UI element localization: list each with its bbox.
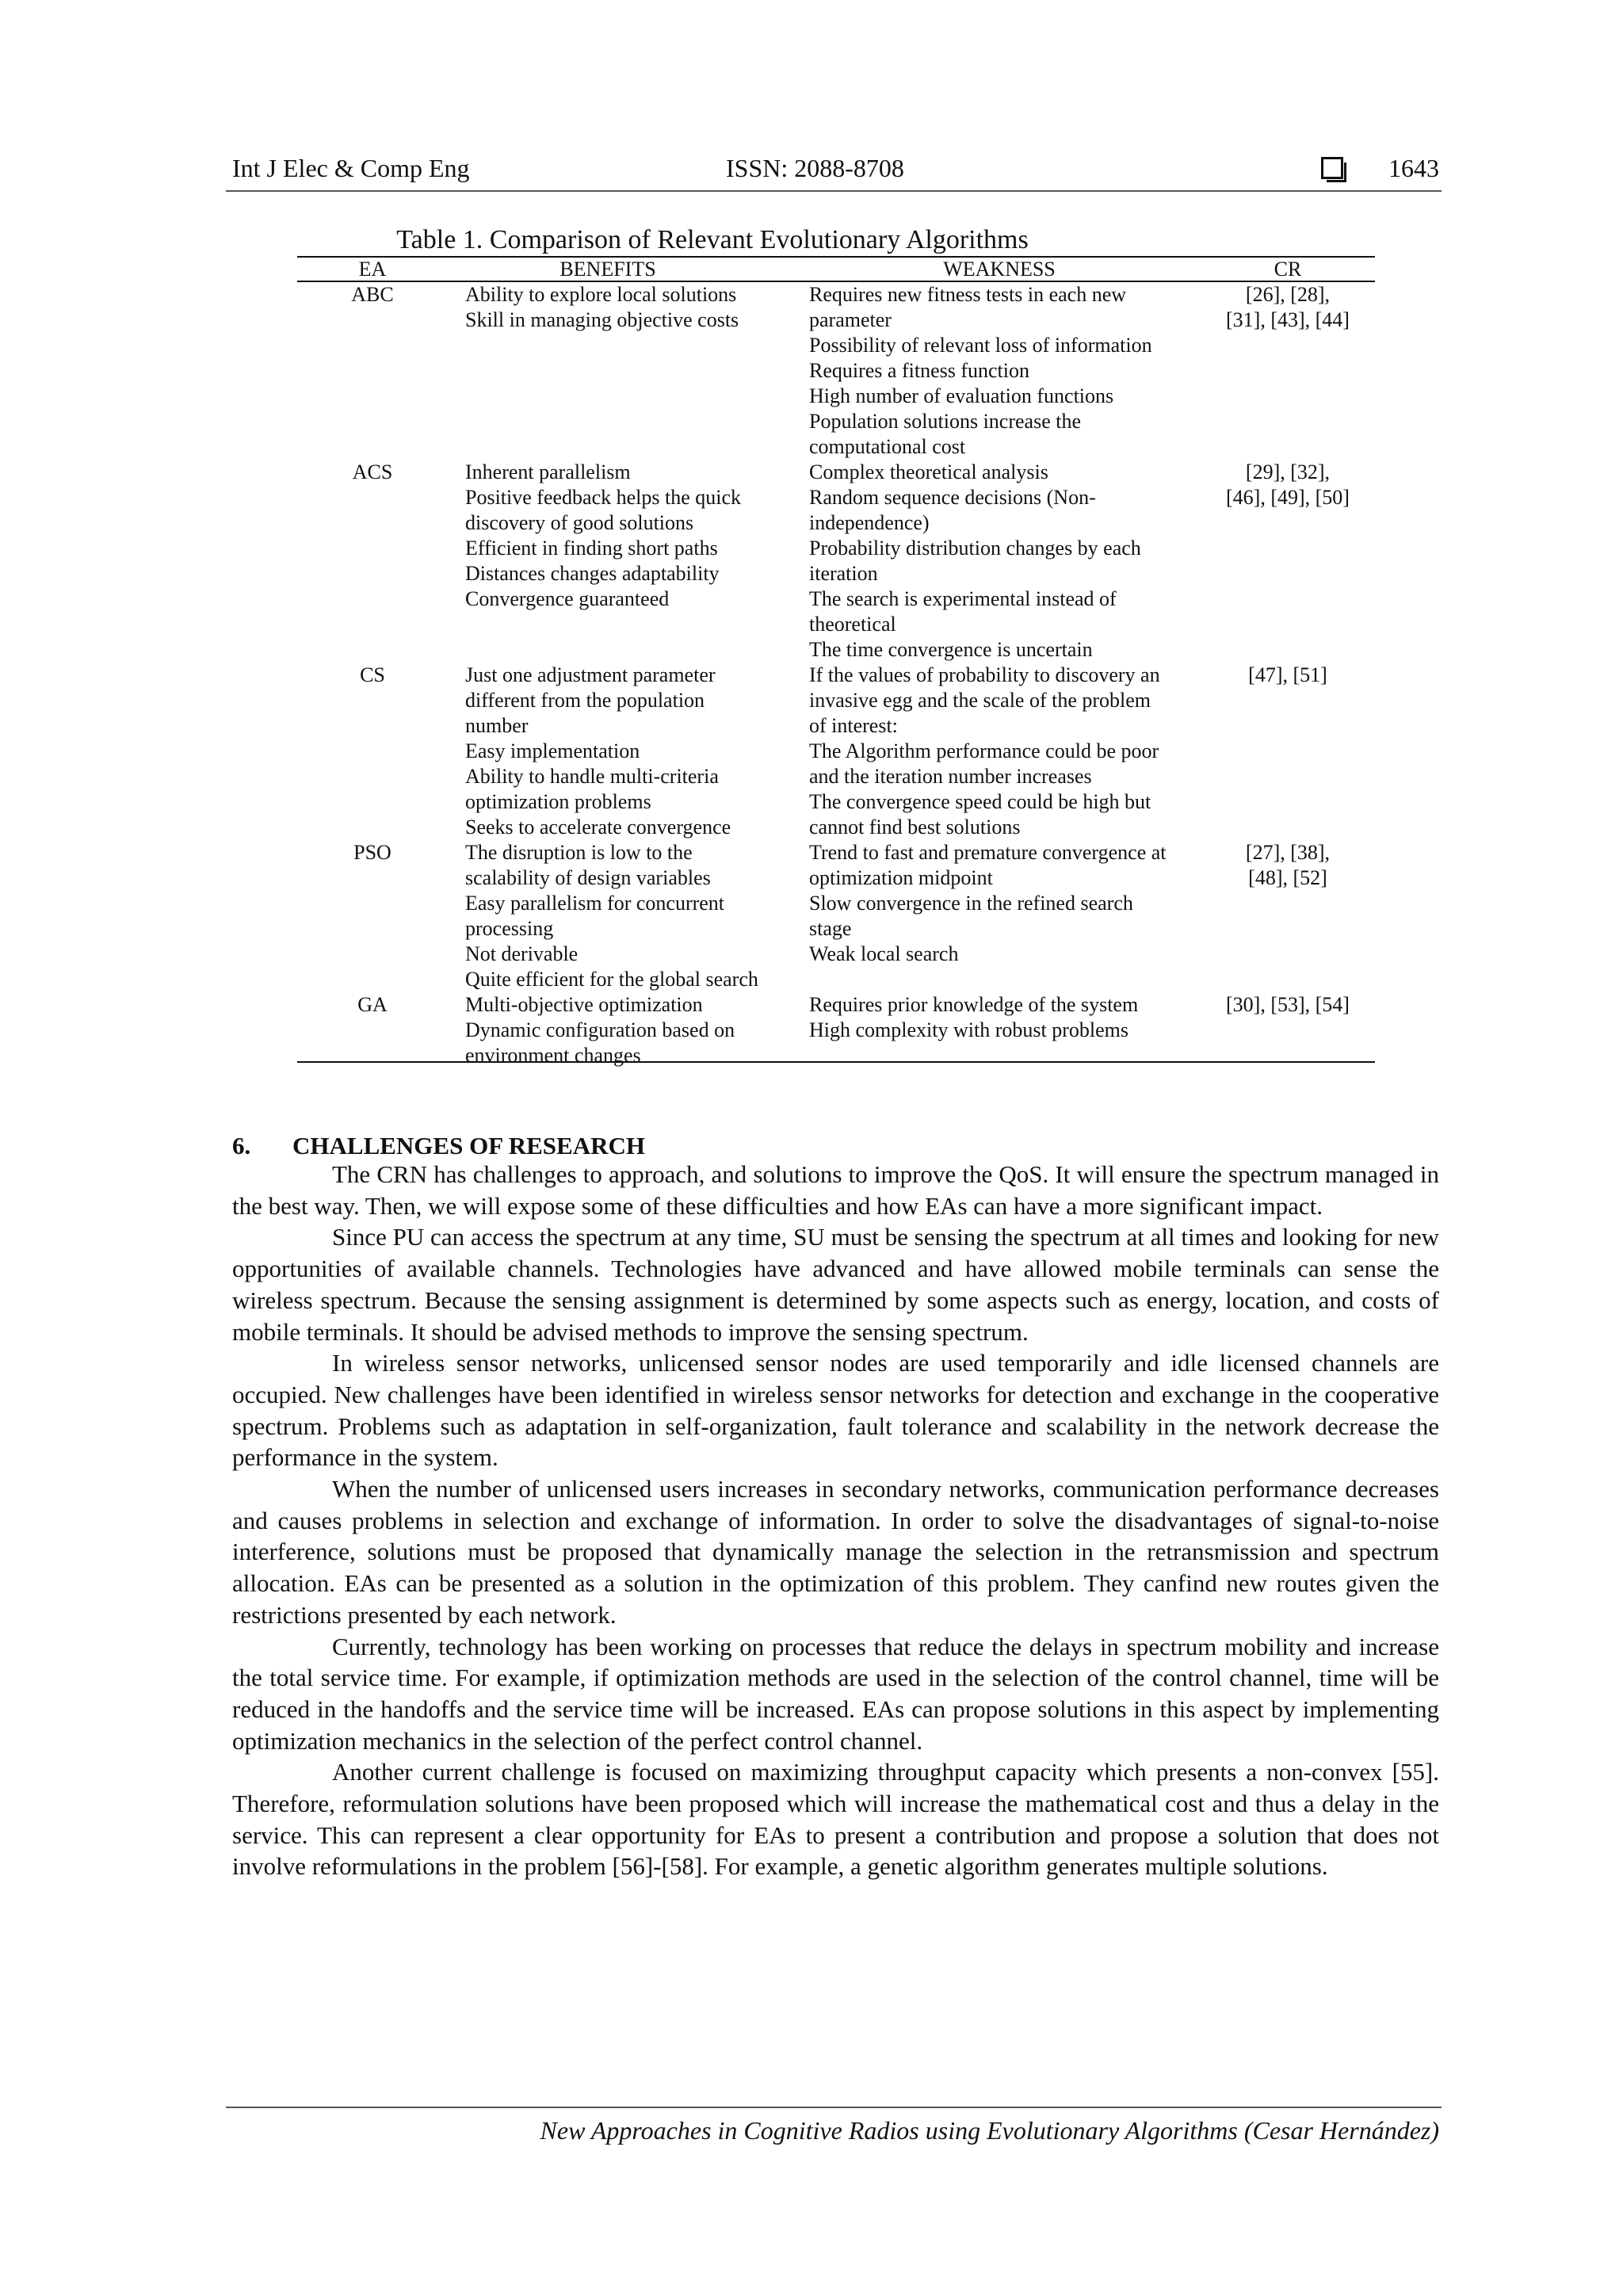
table-row-cr: [27], [38], [48], [52] <box>1245 841 1331 889</box>
table-row-benefits: Ability to explore local solutions Skill in managing objective costs <box>465 283 739 331</box>
column-header-cr: CR <box>1274 258 1302 281</box>
issn: ISSN: 2088-8708 <box>726 154 904 182</box>
table-row-ea: ABC <box>351 283 394 306</box>
table-row-cr: [30], [53], [54] <box>1226 993 1350 1016</box>
paragraph: Another current challenge is focused on maximizing throughput capacity which presents a non-convex [55]. Therefore, reformulation solutions have been proposed which will increase the mathematical cost and thus a delay in the service. This can represent a clear opportunity for EAs to present a contribution and propose a solution that does not involve reformulations in the problem [56]-[58]. For example, a genetic algorithm generates multiple solutions. <box>232 1758 1439 1881</box>
paragraph: Since PU can access the spectrum at any time, SU must be sensing the spectrum at all times and looking for new opportunities of available channels. Technologies have advanced and have allowed mobile terminals can sense the wireless spectrum. Because the sensing assignment is determined by some aspects such as energy, location, and costs of mobile terminals. It should be advised methods to improve the sensing spectrum. <box>232 1223 1439 1346</box>
footer-rule <box>226 2107 1442 2108</box>
paragraph: In wireless sensor networks, unlicensed sensor nodes are used temporarily and idle licensed channels are occupied. New challenges have been identified in wireless sensor networks for detection and exchange in the cooperative spectrum. Problems such as adaptation in self-organization, fault tolerance and scalability in the network decrease the performance in the system. <box>232 1349 1439 1472</box>
column-header-benefits: BENEFITS <box>559 258 656 281</box>
table-row-weakness: Requires new fitness tests in each new parameter Possibility of relevant loss of information Requires a fitness function High number of evaluation functions Population solutions increase the computational cost <box>809 283 1152 458</box>
table-row-cr: [29], [32], [46], [49], [50] <box>1226 460 1350 509</box>
table-row-ea: ACS <box>352 460 393 483</box>
section-number: 6. <box>232 1132 251 1159</box>
table-row-cr: [47], [51] <box>1248 663 1327 686</box>
table-row-ea: GA <box>357 993 388 1016</box>
paragraph: Currently, technology has been working on processes that reduce the delays in spectrum mobility and increase the total service time. For example, if optimization methods are used in the selection of the control channel, time will be reduced in the handoffs and the service time will be increased. EAs can propose solutions in this aspect by implementing optimization mechanics in the selection of the perfect control channel. <box>232 1632 1439 1755</box>
paragraph: The CRN has challenges to approach, and solutions to improve the QoS. It will ensure the spectrum managed in the best way. Then, we will expose some of these difficulties and how EAs can have a more significant impact. <box>232 1160 1439 1220</box>
table-row-weakness: If the values of probability to discovery an invasive egg and the scale of the problem of interest: The Algorithm performance could be poor and the iteration number increases The convergence speed could be high but cannot find best solutions <box>809 663 1160 839</box>
running-footer: New Approaches in Cognitive Radios using Evolutionary Algorithms (Cesar Hernández) <box>540 2116 1439 2145</box>
body-text <box>232 1159 1439 1882</box>
table-row-ea: CS <box>360 663 385 686</box>
page-number: 1643 <box>1388 154 1439 182</box>
table-row-weakness: Trend to fast and premature convergence at optimization midpoint Slow convergence in the refined search stage Weak local search <box>809 841 1167 965</box>
header-rule <box>226 190 1442 192</box>
column-header-ea: EA <box>358 258 387 281</box>
table-row-weakness: Complex theoretical analysis Random sequence decisions (Non- independence) Probability distribution changes by each iteration The search is experimental instead of theoretical The time convergence is uncertain <box>809 460 1141 661</box>
table-row-cr: [26], [28], [31], [43], [44] <box>1226 283 1350 331</box>
table-row-benefits: Just one adjustment parameter different from the population number Easy implementation Ability to handle multi-criteria optimization problems Seeks to accelerate convergence <box>465 663 731 839</box>
table-caption: Table 1. Comparison of Relevant Evolutionary Algorithms <box>396 225 1029 254</box>
column-header-weakness: WEAKNESS <box>943 258 1056 281</box>
table-row-weakness: Requires prior knowledge of the system High complexity with robust problems <box>809 993 1139 1041</box>
table-row-benefits: Multi-objective optimization Dynamic configuration based on environment changes <box>465 993 735 1067</box>
table-row-ea: PSO <box>353 841 391 864</box>
box-icon <box>1321 157 1343 179</box>
table-row-benefits: Inherent parallelism Positive feedback helps the quick discovery of good solutions Efficient in finding short paths Distances changes adaptability Convergence guaranteed <box>465 460 742 610</box>
running-header <box>232 149 1439 187</box>
journal-name: Int J Elec & Comp Eng <box>232 154 470 182</box>
table-bottom-rule <box>297 1061 1375 1063</box>
table-row-benefits: The disruption is low to the scalability of design variables Easy parallelism for concurrent processing Not derivable Quite efficient for the global search <box>465 841 758 991</box>
paragraph: When the number of unlicensed users increases in secondary networks, communication performance decreases and causes problems in selection and exchange of information. In order to solve the disadvantages of signal-to-noise interference, solutions must be proposed that dynamically manage the selection in the retransmission and spectrum allocation. EAs can be presented as a solution in the optimization of this problem. They canfind new routes given the restrictions presented by each network. <box>232 1475 1439 1629</box>
section-title: CHALLENGES OF RESEARCH <box>292 1132 645 1159</box>
